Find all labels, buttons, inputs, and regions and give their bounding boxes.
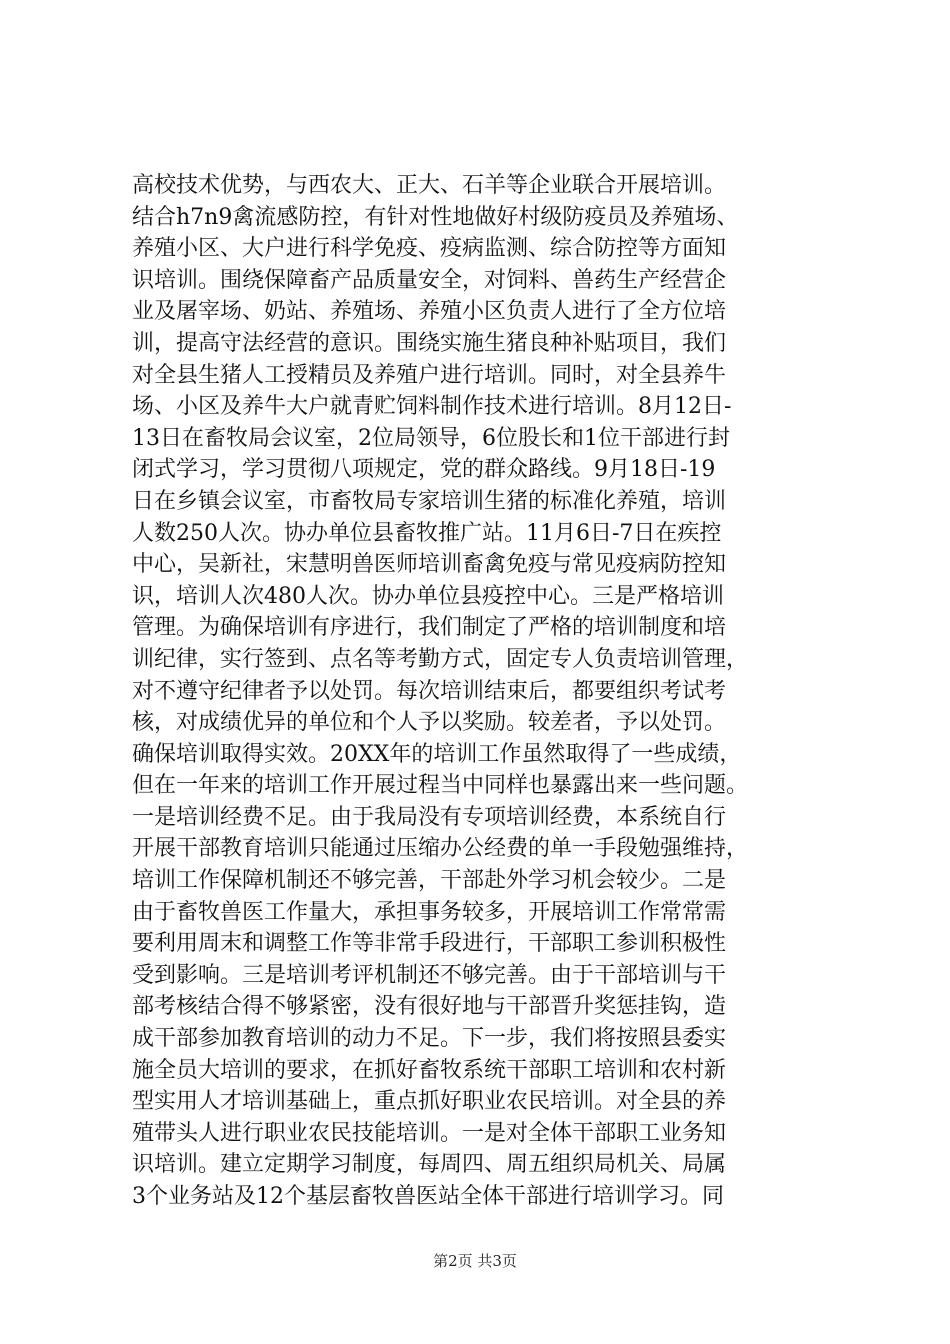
text-line: 受到影响。三是培训考评机制还不够完善。由于干部培训与干 — [132, 962, 727, 988]
text-line: 核，对成绩优异的单位和个人予以奖励。较差者，予以处罚。 — [132, 710, 727, 736]
text-line: 但在一年来的培训工作开展过程当中同样也暴露出来一些问题。 — [132, 773, 749, 799]
text-line: 成干部参加教育培训的动力不足。下一步，我们将按照县委实 — [132, 1026, 727, 1052]
text-line: 对不遵守纪律者予以处罚。每次培训结束后，都要组织考试考 — [132, 678, 727, 704]
page-footer — [0, 1250, 950, 1271]
text-line: 对全县生猪人工授精员及养殖户进行培训。同时，对全县养牛 — [132, 362, 727, 388]
text-line: 一是培训经费不足。由于我局没有专项培训经费，本系统自行 — [132, 804, 727, 830]
text-line: 确保培训取得实效。20XX年的培训工作虽然取得了一些成绩， — [132, 741, 742, 767]
text-line: 由于畜牧兽医工作量大，承担事务较多，开展培训工作常常需 — [132, 899, 727, 925]
body-text — [132, 170, 828, 1213]
text-line: 识培训。建立定期学习制度，每周四、周五组织局机关、局属 — [132, 1152, 727, 1178]
text-line: 要利用周末和调整工作等非常手段进行，干部职工参训积极性 — [132, 931, 727, 957]
text-line: 施全员大培训的要求，在抓好畜牧系统干部职工培训和农村新 — [132, 1057, 727, 1083]
text-line: 开展干部教育培训只能通过压缩办公经费的单一手段勉强维持， — [132, 836, 749, 862]
text-line: 闭式学习，学习贯彻八项规定，党的群众路线。9月18日-19 — [132, 457, 716, 483]
text-line: 型实用人才培训基础上，重点抓好职业农民培训。对全县的养 — [132, 1089, 727, 1115]
text-line: 中心，吴新社，宋慧明兽医师培训畜禽免疫与常见疫病防控知 — [132, 552, 727, 578]
text-line: 识培训。围绕保障畜产品质量安全，对饲料、兽药生产经营企 — [132, 267, 727, 293]
text-line: 训，提高守法经营的意识。围绕实施生猪良种补贴项目，我们 — [132, 330, 727, 356]
text-line: 13日在畜牧局会议室，2位局领导，6位股长和1位干部进行封 — [132, 425, 730, 451]
page-number: 第2页 共3页 — [433, 1252, 517, 1270]
text-line: 养殖小区、大户进行科学免疫、疫病监测、综合防控等方面知 — [132, 236, 727, 262]
text-line: 管理。为确保培训有序进行，我们制定了严格的培训制度和培 — [132, 615, 727, 641]
text-line: 殖带头人进行职业农民技能培训。一是对全体干部职工业务知 — [132, 1120, 727, 1146]
text-line: 训纪律，实行签到、点名等考勤方式，固定专人负责培训管理， — [132, 646, 749, 672]
text-line: 培训工作保障机制还不够完善，干部赴外学习机会较少。二是 — [132, 868, 727, 894]
text-line: 日在乡镇会议室，市畜牧局专家培训生猪的标准化养殖，培训 — [132, 488, 727, 514]
text-line: 高校技术优势，与西农大、正大、石羊等企业联合开展培训。 — [132, 173, 727, 198]
text-line: 部考核结合得不够紧密，没有很好地与干部晋升奖惩挂钩，造 — [132, 994, 727, 1020]
text-line: 场、小区及养牛大户就青贮饲料制作技术进行培训。8月12日- — [132, 394, 732, 420]
text-line: 人数250人次。协办单位县畜牧推广站。11月6日-7日在疾控 — [132, 520, 722, 546]
text-line: 业及屠宰场、奶站、养殖场、养殖小区负责人进行了全方位培 — [132, 299, 727, 325]
text-line: 识，培训人次480人次。协办单位县疫控中心。三是严格培训 — [132, 583, 724, 609]
text-line: 3个业务站及12个基层畜牧兽医站全体干部进行培训学习。同 — [132, 1184, 724, 1209]
text-line: 结合h7n9禽流感防控，有针对性地做好村级防疫员及养殖场、 — [132, 204, 739, 230]
